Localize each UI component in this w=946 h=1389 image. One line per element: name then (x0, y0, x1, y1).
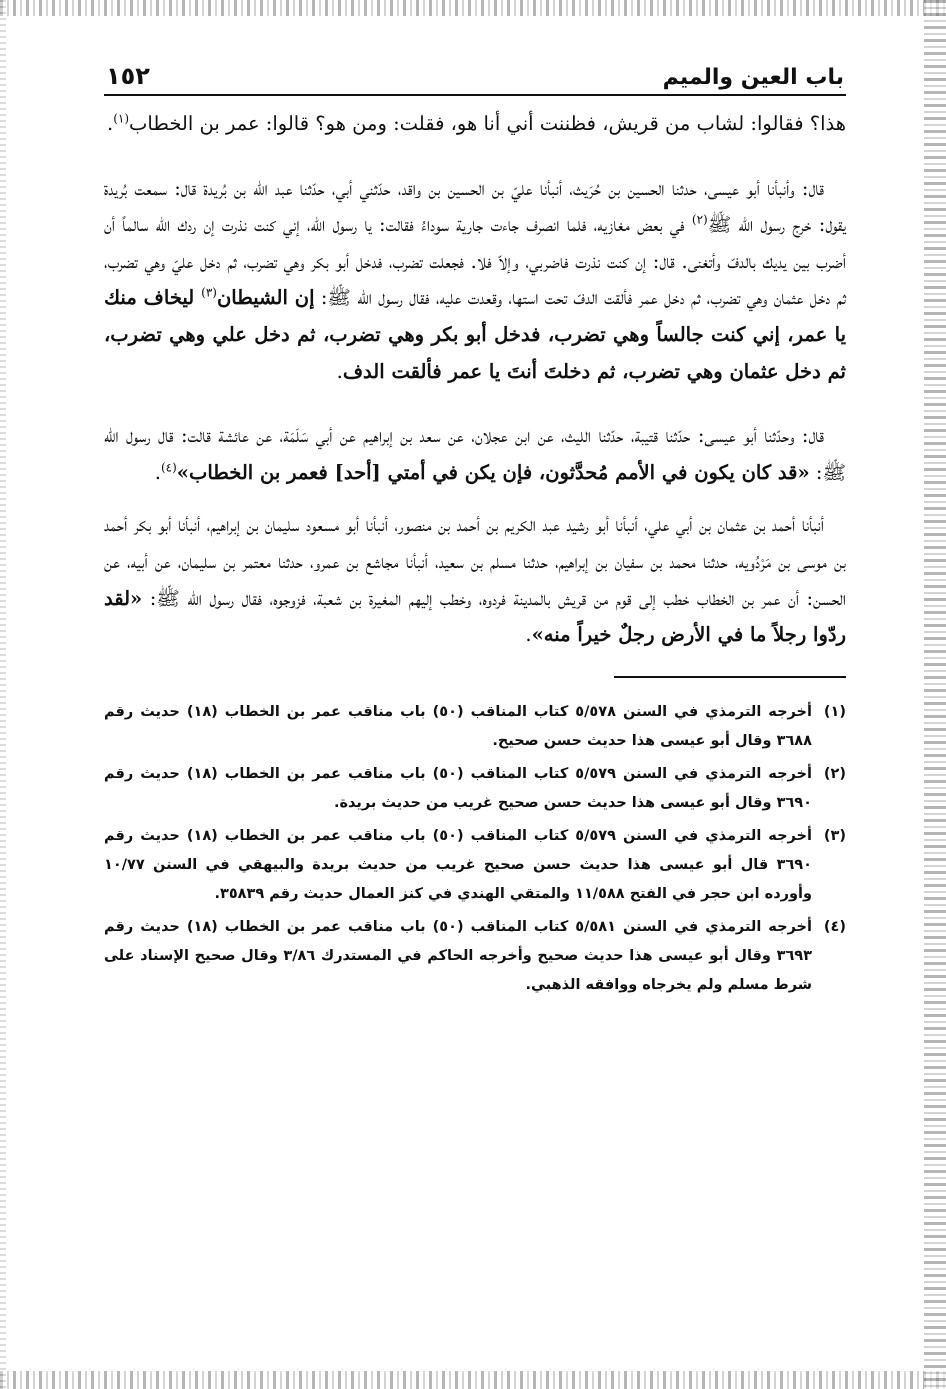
hadith-quote-3: «قد كان يكون في الأمم مُحدَّثون، فإن يكن في أمتي [أحد] فعمر بن الخطاب» (176, 460, 810, 484)
paragraph-4-text: أنبأنا أحمد بن عثمان بن أبي علي، أنبأنا أبو رشيد عبد الكريم بن أحمد بن منصور، أنبأنا أبو مسعود سليمان بن إبراهيم، أنبأنا أبو بكر أحمد بن موسى بن مَرْدُويه، حدثنا محمد بن سفيان بن إبراهيم، حدثنا مسلم بن سعيد، أنبأنا مجاشع بن عمرو، حدثنا معتمر بن سليمان، عن أبيه، عن الحسن: أن عمر بن الخطاب خطب إلى قوم من قريش بالمدينة فردوه، وخطب إليهم المغيرة بن شعبة، فزوجوه، فقال رسول الله ﷺ: (104, 513, 846, 610)
paragraph-1 (104, 106, 846, 143)
footnote-number: (١) (823, 703, 846, 720)
main-text (104, 106, 846, 654)
paragraph-1-text: هذا؟ فقالوا: لشاب من قريش، فظننت أني أنا هو، فقلت: ومن هو؟ قالوا: عمر بن الخطاب (129, 112, 846, 135)
page-border-top (0, 0, 946, 16)
running-title: باب العين والميم (662, 65, 844, 90)
footnote-4 (104, 913, 846, 1000)
paragraph-2-text-b: في بعض مغازيه، فلما انصرف جاءت جارية سوداءُ فقالت: يا رسول الله، إني كنت نذرت إن ردك الله سالماً أن أضرب بين يديك بالدفّ وأتغنى. قال: إن كنت نذرت فاضربي، وإلاّ فلا. فجعلت تضرب، فدخل أبو بكر وهي تضرب، ثم دخل عليّ وهي تضرب، ثم دخل عثمان وهي تضرب، ثم دخل عمر فألقت الدفّ تحت استها، وقعدت عليه، فقال رسول الله ﷺ: (104, 213, 846, 310)
page-border-bottom (0, 1371, 946, 1389)
footnote-ref-3[interactable]: (٣) (201, 285, 217, 300)
page-border-right (924, 0, 946, 1389)
book-page (104, 52, 846, 1004)
footnote-3 (104, 822, 846, 909)
footnote-separator (614, 676, 846, 678)
paragraph-2-text-a: قال: وأنبأنا أبو عيسى، حدثنا الحسين بن حُرَيث، أنبأنا عليّ بن الحسين بن واقد، حدّثني أبي، حدّثنا عبد الله بن بُريدة قال: سمعت بُريدة يقول: خرج رسول الله ﷺ (104, 176, 846, 237)
footnote-number: (٢) (823, 765, 846, 782)
footnote-2 (104, 760, 846, 818)
paragraph-4 (104, 507, 846, 653)
paragraph-3-end: . (154, 460, 161, 484)
footnote-ref-4[interactable]: (٤) (160, 460, 177, 475)
footnote-text: أخرجه الترمذي في السنن ٥/٥٧٩ كتاب المناقب (٥٠) باب مناقب عمر بن الخطاب (١٨) حديث رقم ٣٦٩٠ وقال أبو عيسى هذا حديث حسن صحيح غريب من حديث بريدة. (104, 765, 812, 811)
running-header (104, 52, 846, 96)
page-border-left (0, 0, 6, 1389)
footnote-ref-1[interactable]: (١) (113, 111, 130, 126)
footnote-text: أخرجه الترمذي في السنن ٥/٥٨١ كتاب المناقب (٥٠) باب مناقب عمر بن الخطاب (١٨) حديث رقم ٣٦٩٣ وقال أبو عيسى هذا حديث صحيح وأخرجه الحاكم في المستدرك ٣/٨٦ وقال صحيح الإسناد على شرط مسلم ولم يخرجاه ووافقه الذهبي. (104, 918, 812, 993)
hadith-quote-bold-a: إن الشيطان (216, 286, 315, 310)
footnotes (104, 698, 846, 1000)
paragraph-3 (104, 418, 846, 491)
footnote-ref-2[interactable]: (٢) (691, 212, 708, 227)
footnote-number: (٤) (823, 918, 846, 935)
paragraph-3-text: قال: وحدّثنا أبو عيسى: حدّثنا قتيبة، حدّثنا الليث، عن ابن عجلان، عن سعد بن إبراهيم عن أبي سَلَمَة، عن عائشة قالت: قال رسول الله ﷺ: (104, 424, 846, 484)
paragraph-4-end: . (525, 623, 532, 647)
hadith-quote-4: «لقد ردّوا رجلاً ما في الأرض رجلٌ خيراً منه» (104, 586, 846, 647)
paragraph-2-end: . (336, 359, 343, 383)
page-number: ١٥٢ (106, 62, 150, 90)
paragraph-2 (104, 171, 846, 391)
footnote-number: (٣) (823, 827, 846, 844)
footnote-text: أخرجه الترمذي في السنن ٥/٥٧٨ كتاب المناقب (٥٠) باب مناقب عمر بن الخطاب (١٨) حديث رقم ٣٦٨٨ وقال أبو عيسى هذا حديث حسن صحيح. (104, 703, 812, 749)
footnote-text: أخرجه الترمذي في السنن ٥/٥٧٩ كتاب المناقب (٥٠) باب مناقب عمر بن الخطاب (١٨) حديث رقم ٣٦٩٠ قال أبو عيسى هذا حديث حسن صحيح غريب من حديث بريدة والبيهقي في السنن ١٠/٧٧ وأورده ابن حجر في الفتح ١١/٥٨٨ والمتقي الهندي في كنز العمال حديث رقم ٣٥٨٣٩. (104, 827, 812, 902)
hadith-quote-bold-b: ليخاف منك يا عمر، إني كنت جالساً وهي تضرب، فدخل أبو بكر وهي تضرب، ثم دخل علي وهي تضرب، ثم دخل عثمان وهي تضرب، ثم دخلتَ أنتَ يا عمر فألقت الدف (104, 286, 846, 383)
footnote-1 (104, 698, 846, 756)
paragraph-1-end: . (107, 112, 114, 135)
